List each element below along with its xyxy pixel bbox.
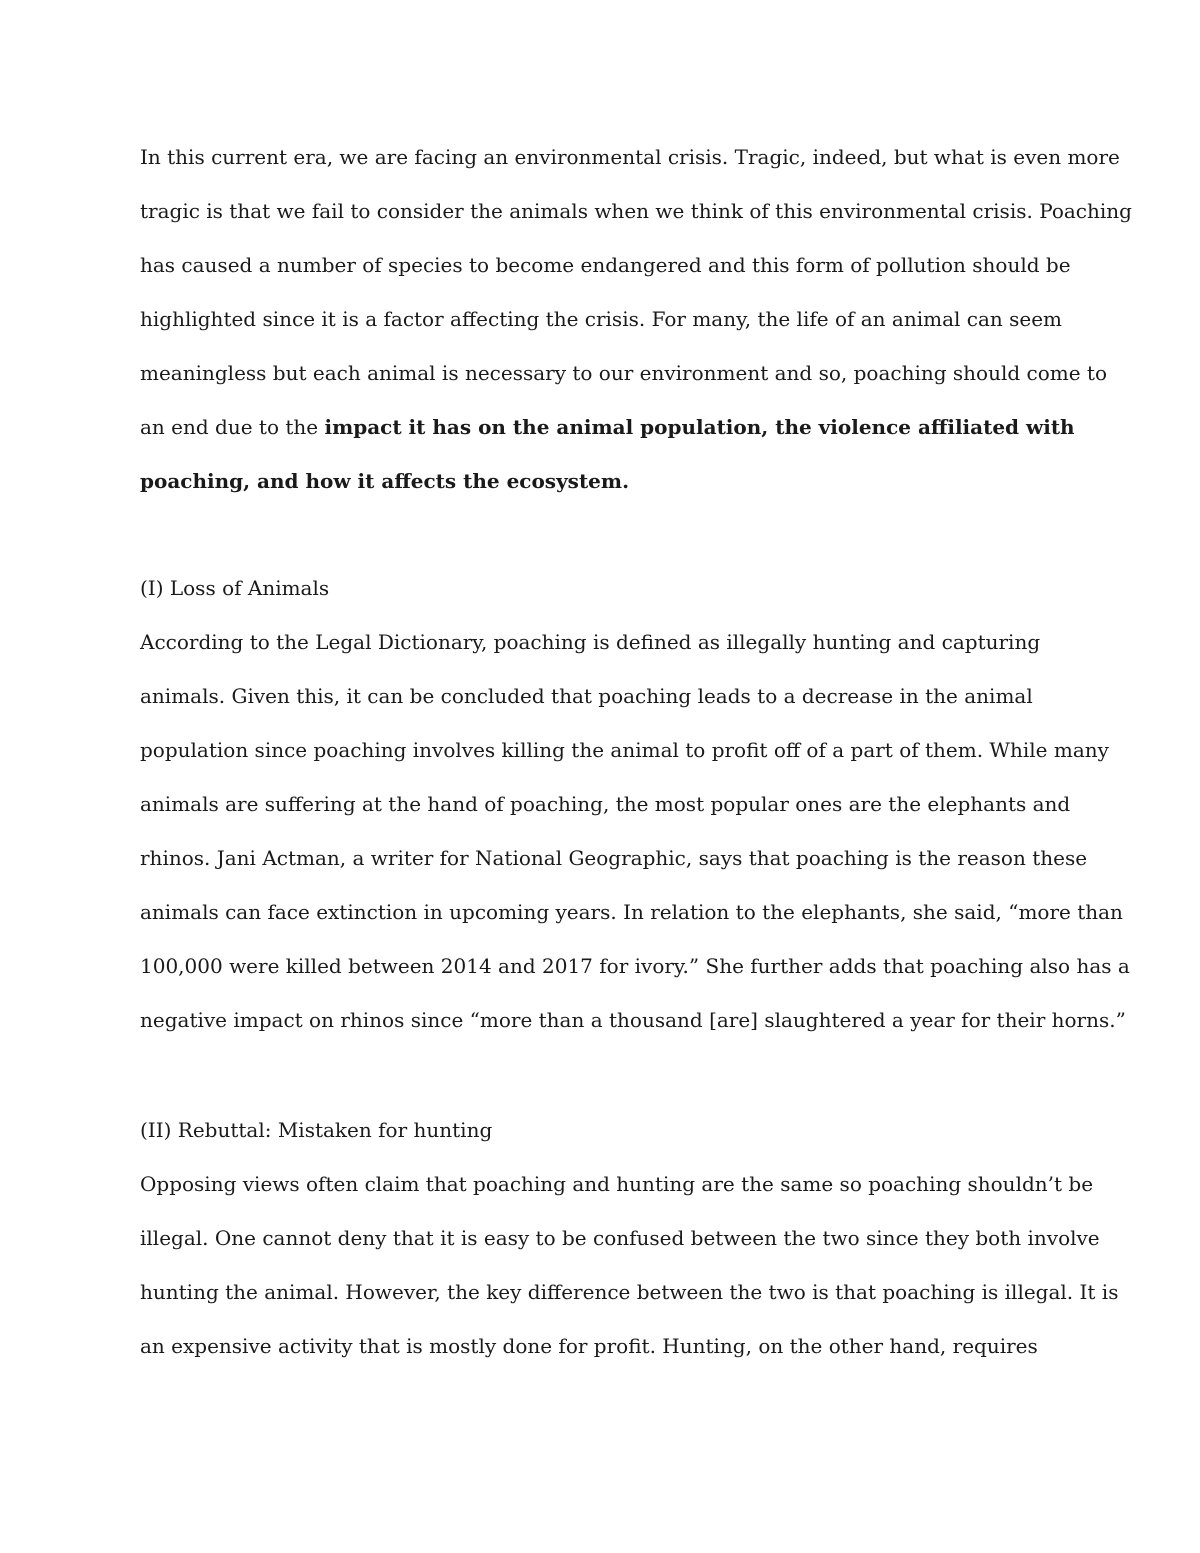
body-line: animals can face extinction in upcoming years. In relation to the elephants, she said, “more than [140, 900, 1123, 924]
intro-line: In this current era, we are facing an environmental crisis. Tragic, indeed, but what is even more [140, 145, 1120, 169]
body-line: According to the Legal Dictionary, poaching is defined as illegally hunting and capturing [140, 630, 1041, 654]
section-loss-of-animals [140, 561, 1130, 1047]
section-heading: (I) Loss of Animals [140, 576, 330, 600]
body-line: animals are suffering at the hand of poaching, the most popular ones are the elephants and [140, 792, 1071, 816]
body-line: negative impact on rhinos since “more than a thousand [are] slaughtered a year for their horns.” [140, 1008, 1126, 1032]
section-rebuttal [140, 1103, 1119, 1373]
intro-line: meaningless but each animal is necessary to our environment and so, poaching should come to [140, 361, 1107, 385]
body-line: hunting the animal. However, the key difference between the two is that poaching is illegal. It is [140, 1280, 1119, 1304]
intro-line: tragic is that we fail to consider the animals when we think of this environmental crisis. Poaching [140, 199, 1132, 223]
intro-line [140, 400, 1075, 454]
thesis-text: poaching, and how it affects the ecosystem. [140, 469, 630, 493]
thesis-text: impact it has on the animal population, the violence affiliated with [324, 415, 1075, 439]
intro-line: has caused a number of species to become endangered and this form of pollution should be [140, 253, 1071, 277]
body-line: rhinos. Jani Actman, a writer for National Geographic, says that poaching is the reason these [140, 846, 1088, 870]
intro-line: highlighted since it is a factor affecting the crisis. For many, the life of an animal can seem [140, 307, 1063, 331]
body-line: animals. Given this, it can be concluded that poaching leads to a decrease in the animal [140, 684, 1033, 708]
body-line: an expensive activity that is mostly done for profit. Hunting, on the other hand, requires [140, 1334, 1038, 1358]
body-line: population since poaching involves killing the animal to profit off of a part of them. While many [140, 738, 1109, 762]
body-line: 100,000 were killed between 2014 and 2017 for ivory.” She further adds that poaching also has a [140, 954, 1130, 978]
body-line: Opposing views often claim that poaching and hunting are the same so poaching shouldn’t be [140, 1172, 1094, 1196]
section-heading: (II) Rebuttal: Mistaken for hunting [140, 1118, 493, 1142]
body-line: illegal. One cannot deny that it is easy to be confused between the two since they both involve [140, 1226, 1100, 1250]
intro-text-normal: an end due to the [140, 415, 325, 439]
intro-paragraph [140, 130, 1132, 508]
